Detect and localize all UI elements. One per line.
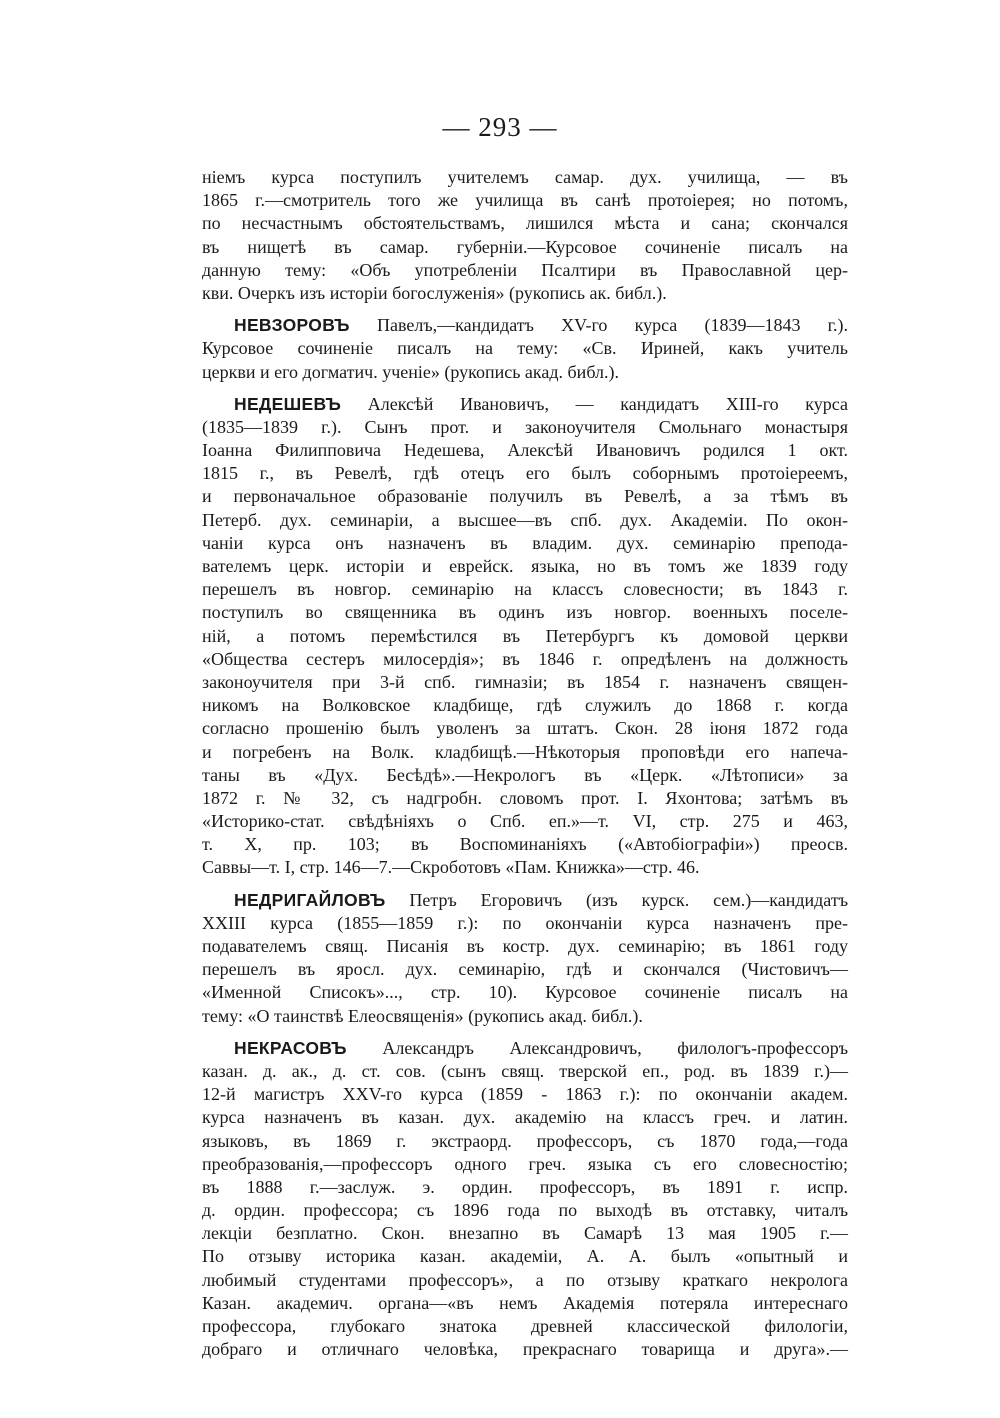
text-line: т. X, пр. 103; въ Воспоминаніяхъ («Автобіографіи») преосв.	[202, 834, 848, 855]
entry-first-text: Павелъ,—кандидатъ XV-го курса (1839—1843 г.).	[377, 315, 848, 336]
text-line: въ нищетѣ въ самар. губерніи.—Курсовое сочиненіе писалъ на	[202, 236, 848, 257]
text-line: вателемъ церк. исторіи и еврейск. языка, но въ томъ же 1839 году	[202, 556, 848, 576]
text-line: «Именной Списокъ»..., стр. 10). Курсовое сочиненіе писалъ на	[202, 982, 848, 1003]
entry-surname: НЕДЕШЕВЪ	[234, 393, 342, 414]
text-line: Петерб. дух. семинаріи, а высшее—въ спб. дух. Академіи. По окон-	[202, 509, 848, 530]
entry-first-text: Александръ Александровичъ, филологъ-профессоръ	[382, 1037, 848, 1058]
text-line: «Общества сестеръ милосердія»; въ 1846 г. опредѣленъ на должность	[202, 648, 848, 669]
text-line: чаніи курса онъ назначенъ въ владим. дух. семинарію препода-	[202, 532, 848, 553]
entry-nekrasov	[202, 1037, 848, 1362]
entry-first-line	[202, 314, 848, 337]
text-line: въ 1888 г.—заслуж. э. ордин. профессоръ, въ 1891 г. испр.	[202, 1176, 848, 1197]
text-line: казан. д. ак., д. ст. сов. (сынъ свящ. тверской еп., род. въ 1839 г.)—	[202, 1060, 848, 1081]
text-line: перешелъ въ яросл. дух. семинарію, гдѣ и скончался (Чистовичъ—	[202, 959, 848, 980]
text-line: языковъ, въ 1869 г. экстраорд. профессоръ, съ 1870 года,—года	[202, 1130, 848, 1151]
text-line: курса назначенъ въ казан. дух. академію на классъ греч. и латин.	[202, 1107, 848, 1128]
intro-paragraph	[202, 166, 848, 305]
text-line: Іоанна Филипповича Недешева, Алексѣй Ивановичъ родился 1 окт.	[202, 440, 848, 461]
text-line: «Историко-стат. свѣдѣніяхъ о Спб. еп.»—т. VI, стр. 275 и 463,	[202, 811, 848, 832]
text-line: добраго и отличнаго человѣка, прекраснаго товарища и друга».—	[202, 1339, 848, 1360]
text-line: подавателемъ свящ. Писанія въ костр. дух. семинарію; въ 1861 году	[202, 936, 848, 956]
text-line: профессора, глубокаго знатока древней классической филологіи,	[202, 1316, 848, 1336]
text-line: и погребенъ на Волк. кладбищѣ.—Нѣкоторыя проповѣди его напеча-	[202, 741, 848, 762]
text-line: преобразованія,—профессоръ одного греч. языка съ его словесностію;	[202, 1153, 848, 1174]
text-line: согласно прошенію былъ уволенъ за штатъ. Скон. 28 іюня 1872 года	[202, 718, 848, 739]
text-line: По отзыву историка казан. академіи, А. А. былъ «опытный и	[202, 1246, 848, 1267]
text-line: (1835—1839 г.). Сынъ прот. и законоучителя Смольнаго монастыря	[202, 416, 848, 437]
entry-first-text: Алексѣй Ивановичъ, — кандидатъ XIII-го курса	[367, 393, 848, 414]
text-line: данную тему: «Объ употребленіи Псалтири въ Православной цер-	[202, 259, 848, 280]
text-line: законоучителя при 3-й спб. гимназіи; въ 1854 г. назначенъ священ-	[202, 671, 848, 692]
text-block	[202, 166, 848, 1361]
text-line: кви. Очеркъ изъ исторіи богослуженія» (рукопись ак. библ.).	[202, 282, 667, 303]
entry-surname: НЕКРАСОВЪ	[234, 1037, 347, 1058]
text-line: 1865 г.—смотритель того же училища въ санѣ протоіерея; но потомъ,	[202, 190, 848, 211]
entry-first-line	[202, 1037, 848, 1060]
text-line: любимый студентами профессоръ», а по отзыву краткаго некролога	[202, 1269, 848, 1290]
text-line: церкви и его догматич. ученіе» (рукопись акад. библ.).	[202, 361, 620, 382]
page-number: — 293 —	[442, 112, 558, 142]
text-line: XXIII курса (1855—1859 г.): по окончаніи курса назначенъ пре-	[202, 912, 848, 933]
text-line: ній, а потомъ перемѣстился въ Петербургъ къ домовой церкви	[202, 625, 848, 646]
text-line: никомъ на Волковское кладбище, гдѣ служилъ до 1868 г. когда	[202, 695, 848, 716]
entry-surname: НЕВЗОРОВЪ	[234, 315, 350, 336]
entry-nevzorov	[202, 314, 848, 384]
entry-nedeshev	[202, 393, 848, 880]
entry-nedrigailov	[202, 889, 848, 1028]
text-line: перешелъ въ новгор. семинарію на классъ словесности; въ 1843 г.	[202, 579, 848, 600]
text-line: лекціи безплатно. Скон. внезапно въ Самарѣ 13 мая 1905 г.—	[202, 1223, 848, 1244]
text-line: ніемъ курса поступилъ учителемъ самар. дух. училища, — въ	[202, 167, 848, 187]
text-line: 12-й магистръ XXV-го курса (1859 - 1863 г.): по окончаніи академ.	[202, 1084, 848, 1105]
text-line: тему: «О таинствѣ Елеосвященія» (рукопись акад. библ.).	[202, 1005, 643, 1026]
entry-first-line	[202, 393, 848, 416]
text-line: д. ордин. профессора; съ 1896 года по выходѣ въ отставку, читалъ	[202, 1200, 848, 1221]
text-line: 1872 г. № 32, съ надгробн. словомъ прот. І. Яхонтова; затѣмъ въ	[202, 787, 848, 808]
text-line: таны въ «Дух. Бесѣдѣ».—Некрологъ въ «Церк. «Лѣтописи» за	[202, 764, 848, 785]
text-line: Курсовое сочиненіе писалъ на тему: «Св. Ириней, какъ учитель	[202, 338, 848, 359]
text-line: Казан. академич. органа—«въ немъ Академія потеряла интереснаго	[202, 1292, 848, 1313]
entry-surname: НЕДРИГАЙЛОВЪ	[234, 889, 386, 910]
entry-first-text: Петръ Егоровичъ (изъ курск. сем.)—кандидатъ	[409, 889, 848, 910]
text-line: Саввы—т. I, стр. 146—7.—Скроботовъ «Пам. Книжка»—стр. 46.	[202, 857, 700, 878]
text-line: и первоначальное образованіе получилъ въ Ревелѣ, а за тѣмъ въ	[202, 486, 848, 507]
text-line: по несчастнымъ обстоятельствамъ, лишился мѣста и сана; скончался	[202, 213, 848, 234]
entry-first-line	[202, 889, 848, 912]
text-line: поступилъ во священника въ одинъ изъ новгор. военныхъ поселе-	[202, 602, 848, 623]
text-line: 1815 г., въ Ревелѣ, гдѣ отецъ его былъ соборнымъ протоіереемъ,	[202, 463, 848, 484]
